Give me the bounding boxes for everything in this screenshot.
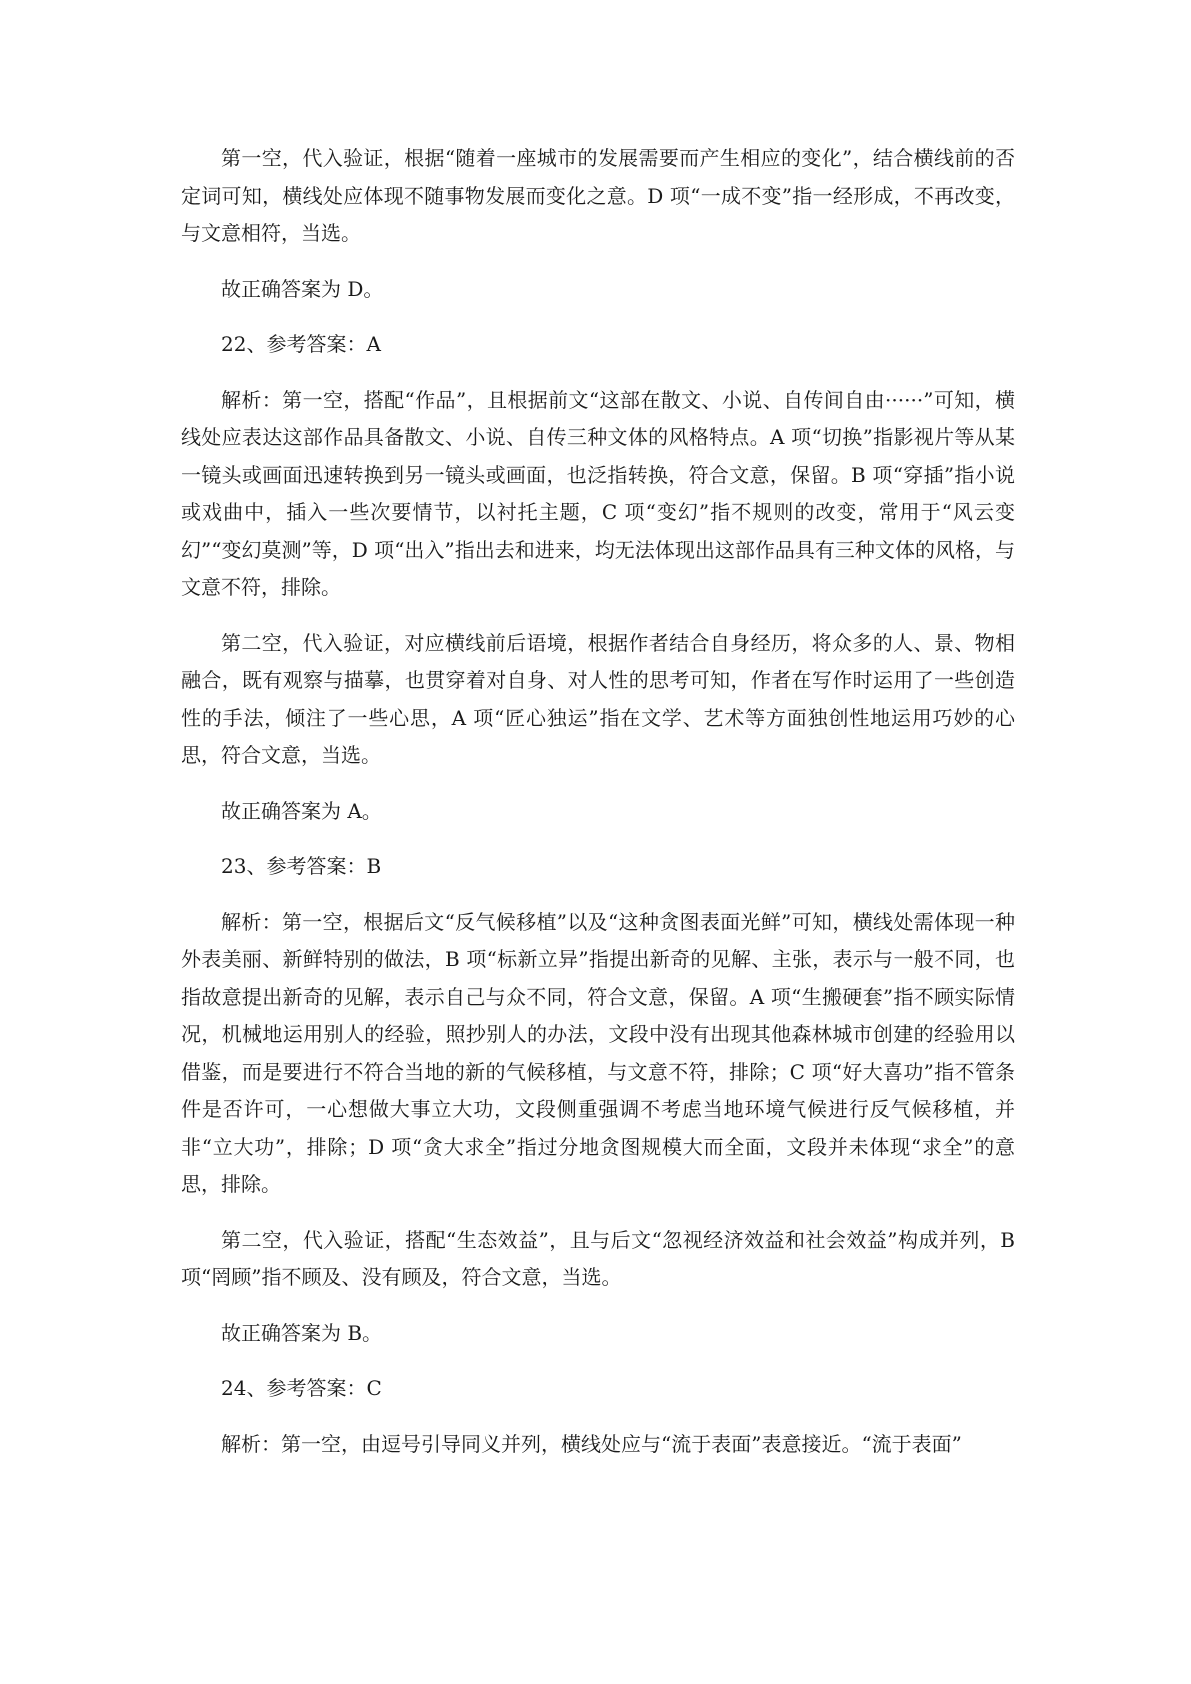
paragraph-q22-heading: 22、参考答案：A xyxy=(221,332,381,356)
paragraph-q22-analysis: 解析：第一空，搭配“作品”，且根据前文“这部在散文、小说、自传间自由······”可知，横线处应表达这部作品具备散文、小说、自传三种文体的风格特点。A 项“切换”指影视片等从某一镜头或画面迅速转换到另一镜头或画面，也泛指转换，符合文意，保留。B 项“穿插”指小说或戏曲中，插入一些次要情节，以衬托主题，C 项“变幻”指不规则的改变，常用于“风云变幻”“变幻莫测”等，D 项“出入”指出去和进来，均无法体现出这部作品具有三种文体的风格，与文意不符，排除。 xyxy=(181,387,1015,599)
paragraph-q23-heading: 23、参考答案：B xyxy=(221,854,382,878)
paragraph-q23-answer: 故正确答案为 B。 xyxy=(221,1320,383,1345)
paragraph-q24-heading: 24、参考答案：C xyxy=(221,1376,382,1400)
paragraph-q24-analysis: 解析：第一空，由逗号引导同义并列，横线处应与“流于表面”表意接近。“流于表面” xyxy=(221,1431,962,1456)
paragraph-q23-analysis: 解析：第一空，根据后文“反气候移植”以及“这种贪图表面光鲜”可知，横线处需体现一种外表美丽、新鲜特别的做法，B 项“标新立异”指提出新奇的见解、主张，表示与一般不同，也指故意提出新奇的见解，表示自己与众不同，符合文意，保留。A 项“生搬硬套”指不顾实际情况，机械地运用别人的经验，照抄别人的办法，文段中没有出现其他森林城市创建的经验用以借鉴，而是要进行不符合当地的新的气候移植，与文意不符，排除；C 项“好大喜功”指不管条件是否许可，一心想做大事立大功，文段侧重强调不考虑当地环境气候进行反气候移植，并非“立大功”，排除；D 项“贪大求全”指过分地贪图规模大而全面，文段并未体现“求全”的意思，排除。 xyxy=(181,909,1015,1196)
paragraph-q22-second-blank: 第二空，代入验证，对应横线前后语境，根据作者结合自身经历，将众多的人、景、物相融合，既有观察与描摹，也贯穿着对自身、对人性的思考可知，作者在写作时运用了一些创造性的手法，倾注了一些心思，A 项“匠心独运”指在文学、艺术等方面独创性地运用巧妙的心思，符合文意，当选。 xyxy=(181,630,1015,767)
paragraph-q23-second-blank: 第二空，代入验证，搭配“生态效益”，且与后文“忽视经济效益和社会效益”构成并列，B 项“罔顾”指不顾及、没有顾及，符合文意，当选。 xyxy=(181,1227,1015,1289)
document-body xyxy=(181,140,1015,1481)
paragraph-q21-answer: 故正确答案为 D。 xyxy=(221,276,384,301)
paragraph-q22-answer: 故正确答案为 A。 xyxy=(221,798,382,823)
paragraph-q21-first-blank: 第一空，代入验证，根据“随着一座城市的发展需要而产生相应的变化”，结合横线前的否定词可知，横线处应体现不随事物发展而变化之意。D 项“一成不变”指一经形成，不再改变，与文意相符，当选。 xyxy=(181,146,1015,245)
